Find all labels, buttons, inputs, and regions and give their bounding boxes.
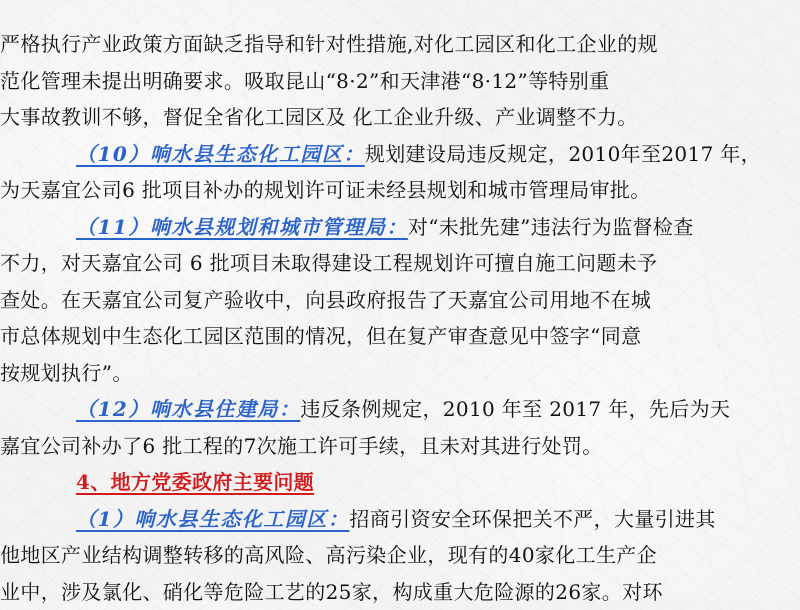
item-text: 违反条例规定，2010 年至 2017 年，先后为天 bbox=[300, 397, 731, 421]
text-line: 业中，涉及氯化、硝化等危险工艺的25家，构成重大危险源的26家。对环 bbox=[0, 580, 663, 604]
text-line: 范化管理未提出明确要求。吸取昆山“8·2”和天津港“8·12”等特别重 bbox=[0, 69, 610, 93]
item-label: （10）响水县生态化工园区： bbox=[76, 142, 365, 166]
item-label: （11）响水县规划和城市管理局： bbox=[76, 215, 408, 239]
text-line: 市总体规划中生态化工园区范围的情况，但在复产审查意见中签字“同意 bbox=[0, 324, 642, 348]
item-paragraph-11 bbox=[0, 209, 800, 245]
item-label: （1）响水县生态化工园区： bbox=[76, 507, 350, 531]
text-line: 他地区产业结构调整转移的高风险、高污染企业，现有的40家化工生产企 bbox=[0, 543, 657, 567]
text-line: 嘉宜公司补办了6 批工程的7次施工许可手续，且未对其进行处罚。 bbox=[0, 434, 603, 458]
item-paragraph-12 bbox=[0, 391, 800, 427]
text-line: 大事故教训不够，督促全省化工园区及 化工企业升级、产业调整不力。 bbox=[0, 105, 638, 129]
text-line: 为天嘉宜公司6 批项目补办的规划许可证未经县规划和城市管理局审批。 bbox=[0, 178, 651, 202]
text-line: 不力，对天嘉宜公司 6 批项目未取得建设工程规划许可擅自施工问题未予 bbox=[0, 251, 658, 275]
item-text: 招商引资安全环保把关不严，大量引进其 bbox=[349, 507, 716, 531]
item-paragraph-10 bbox=[0, 136, 800, 172]
text-line: 按规划执行”。 bbox=[0, 361, 133, 385]
item-paragraph-1 bbox=[0, 501, 800, 537]
item-label: （12）响水县住建局： bbox=[76, 397, 301, 421]
text-line: 严格执行产业政策方面缺乏指导和针对性措施,对化工园区和化工企业的规 bbox=[0, 32, 658, 56]
text-line: 查处。在天嘉宜公司复产验收中，向县政府报告了天嘉宜公司用地不在城 bbox=[0, 288, 652, 312]
item-text: 规划建设局违反规定，2010年至2017 年， bbox=[364, 142, 762, 166]
item-text: 对“未批先建”违法行为监督检查 bbox=[407, 215, 694, 239]
section-heading: 4、地方党委政府主要问题 bbox=[76, 470, 315, 494]
section-heading-line bbox=[0, 464, 800, 500]
